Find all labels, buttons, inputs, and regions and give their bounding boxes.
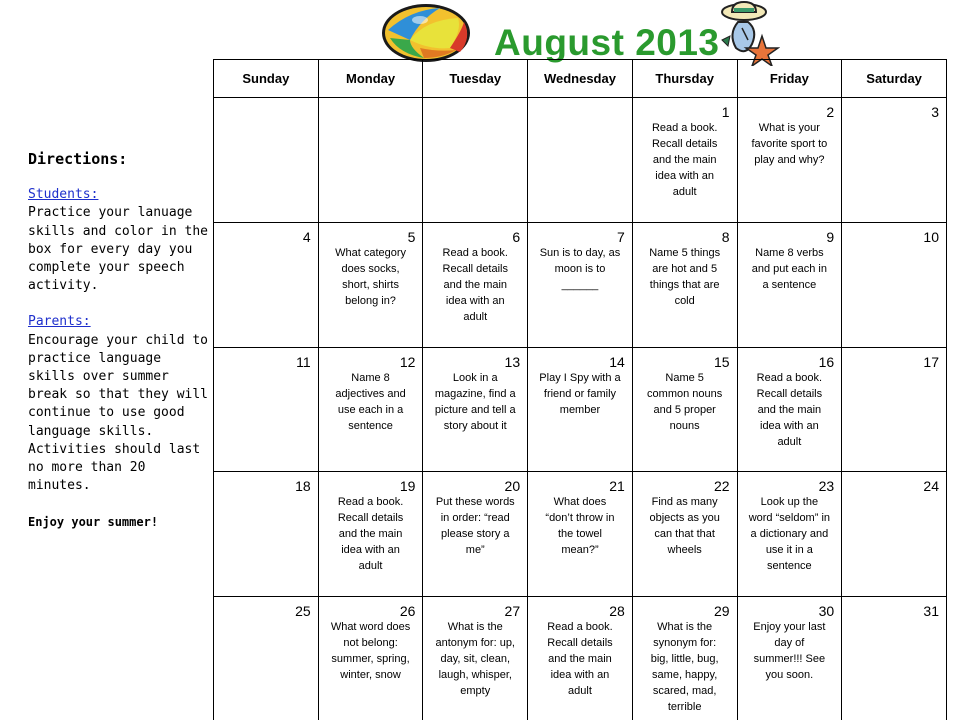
day-number: 27 xyxy=(504,603,521,620)
day-activity: Read a book. Recall details and the main idea with an adult xyxy=(337,496,404,573)
day-cell[interactable] xyxy=(632,222,737,347)
day-number: 22 xyxy=(713,478,730,495)
day-number: 30 xyxy=(818,603,835,620)
weekday-header: Wednesday xyxy=(528,60,633,98)
day-number: 2 xyxy=(826,104,835,120)
day-activity: Name 5 things are hot and 5 things that are cold xyxy=(649,246,721,307)
directions-heading: Directions: xyxy=(28,150,128,168)
day-number: 21 xyxy=(609,478,625,495)
day-cell[interactable] xyxy=(528,597,633,720)
day-number: 28 xyxy=(609,603,625,620)
day-number: 3 xyxy=(931,104,939,120)
day-cell[interactable] xyxy=(318,472,423,597)
day-activity: What category does socks, short, shirts belong in? xyxy=(335,246,407,307)
day-number: 26 xyxy=(399,603,416,620)
students-label: Students: xyxy=(28,187,99,203)
parents-text: Encourage your child to practice language skills over summer break so that they will continue to use good language skills. Activities should last no more than 20 minutes. xyxy=(28,332,209,494)
day-activity: What is your favorite sport to play and why? xyxy=(751,122,828,166)
day-cell[interactable] xyxy=(214,347,319,472)
day-cell[interactable] xyxy=(214,98,319,223)
day-activity: Put these words in order: “read please story a me” xyxy=(435,496,515,557)
day-number: 8 xyxy=(721,228,730,245)
day-cell[interactable] xyxy=(318,347,423,472)
day-activity: Name 5 common nouns and 5 proper nouns xyxy=(647,371,723,432)
day-cell[interactable] xyxy=(528,98,633,223)
page-title: August 2013 xyxy=(494,22,720,63)
day-cell[interactable] xyxy=(842,222,947,347)
day-number: 13 xyxy=(504,353,521,370)
day-cell[interactable] xyxy=(632,347,737,472)
day-number: 20 xyxy=(504,478,521,495)
weekday-header: Saturday xyxy=(842,60,947,98)
day-number: 25 xyxy=(295,603,311,620)
day-cell[interactable] xyxy=(214,222,319,347)
day-activity: What is the synonym for: big, little, bug, same, happy, scared, mad, terrible xyxy=(650,621,719,714)
closing-text: Enjoy your summer! xyxy=(28,515,159,530)
day-activity: Look in a magazine, find a picture and tell a story about it xyxy=(434,371,516,432)
day-cell[interactable] xyxy=(528,347,633,472)
day-cell[interactable] xyxy=(737,222,842,347)
day-cell[interactable] xyxy=(632,597,737,720)
day-activity: Enjoy your last day of summer!!! See you soon. xyxy=(753,621,826,682)
day-cell[interactable] xyxy=(632,472,737,597)
parents-label: Parents: xyxy=(28,314,91,330)
day-cell[interactable] xyxy=(318,597,423,720)
day-cell[interactable] xyxy=(214,472,319,597)
day-number: 7 xyxy=(617,228,625,245)
weekday-header: Sunday xyxy=(214,60,319,98)
day-cell[interactable] xyxy=(737,98,842,223)
day-number: 11 xyxy=(296,353,311,370)
day-cell[interactable] xyxy=(737,347,842,472)
day-cell[interactable] xyxy=(842,472,947,597)
day-number: 23 xyxy=(818,478,835,495)
day-cell[interactable] xyxy=(842,98,947,223)
week-row xyxy=(214,472,947,597)
day-cell[interactable] xyxy=(423,98,528,223)
weekday-header: Tuesday xyxy=(423,60,528,98)
day-number: 15 xyxy=(713,353,730,370)
day-cell[interactable] xyxy=(842,347,947,472)
day-activity: Play I Spy with a friend or family member xyxy=(539,371,621,416)
day-number: 10 xyxy=(923,228,939,245)
day-activity: Find as many objects as you can that that wheels xyxy=(649,496,720,557)
week-row xyxy=(214,347,947,472)
calendar-grid xyxy=(213,59,947,720)
day-number: 14 xyxy=(609,353,625,370)
day-cell[interactable] xyxy=(632,98,737,223)
day-cell[interactable] xyxy=(528,222,633,347)
day-number: 12 xyxy=(399,353,416,370)
day-number xyxy=(322,98,420,104)
day-number: 17 xyxy=(923,353,939,370)
day-activity: What does “don’t throw in the towel mean?” xyxy=(545,496,615,557)
day-number: 5 xyxy=(407,228,416,245)
day-cell[interactable] xyxy=(423,597,528,720)
day-activity: Read a book. Recall details and the main idea with an adult xyxy=(651,122,718,198)
day-activity: Read a book. Recall details and the main idea with an adult xyxy=(547,621,613,698)
week-row xyxy=(214,597,947,720)
sun-hat-starfish-icon xyxy=(718,0,780,66)
week-row xyxy=(214,222,947,347)
day-activity: What is the antonym for: up, day, sit, clean, laugh, whisper, empty xyxy=(435,621,515,698)
day-activity: Sun is to day, as moon is to ______ xyxy=(539,246,621,291)
day-cell[interactable] xyxy=(423,222,528,347)
day-activity: Read a book. Recall details and the main idea with an adult xyxy=(756,371,823,448)
beach-ball-icon xyxy=(380,0,472,64)
day-number: 18 xyxy=(295,478,311,495)
weekday-header-row xyxy=(214,60,947,98)
day-activity: What word does not belong: summer, spring, winter, snow xyxy=(330,621,411,682)
day-number: 4 xyxy=(302,228,311,245)
day-cell[interactable] xyxy=(318,98,423,223)
week-row xyxy=(214,98,947,223)
day-cell[interactable] xyxy=(528,472,633,597)
day-cell[interactable] xyxy=(737,472,842,597)
weekday-header: Thursday xyxy=(632,60,737,98)
day-activity: Look up the word “seldom” in a dictionary and use it in a sentence xyxy=(748,496,831,573)
day-number: 6 xyxy=(512,228,521,245)
day-cell[interactable] xyxy=(423,472,528,597)
day-activity: Name 8 adjectives and use each in a sentence xyxy=(335,371,406,432)
day-number xyxy=(217,98,315,104)
day-cell[interactable] xyxy=(318,222,423,347)
weekday-header: Monday xyxy=(318,60,423,98)
day-number xyxy=(531,98,629,104)
day-cell[interactable] xyxy=(214,597,319,720)
day-cell[interactable] xyxy=(842,597,947,720)
day-number: 31 xyxy=(923,603,939,620)
weekday-header: Friday xyxy=(737,60,842,98)
day-number: 1 xyxy=(721,104,730,120)
day-cell[interactable] xyxy=(423,347,528,472)
day-number: 9 xyxy=(826,228,835,245)
day-cell[interactable] xyxy=(737,597,842,720)
day-number xyxy=(426,98,524,104)
students-text: Practice your lanuage skills and color in the box for every day you complete your speech activity. xyxy=(28,205,209,294)
day-number: 29 xyxy=(713,603,730,620)
day-activity: Read a book. Recall details and the main idea with an adult xyxy=(442,246,508,323)
day-number: 16 xyxy=(818,353,835,370)
day-activity: Name 8 verbs and put each in a sentence xyxy=(751,246,827,291)
day-number: 24 xyxy=(923,478,939,495)
directions-panel xyxy=(28,150,214,532)
day-number: 19 xyxy=(399,478,416,495)
